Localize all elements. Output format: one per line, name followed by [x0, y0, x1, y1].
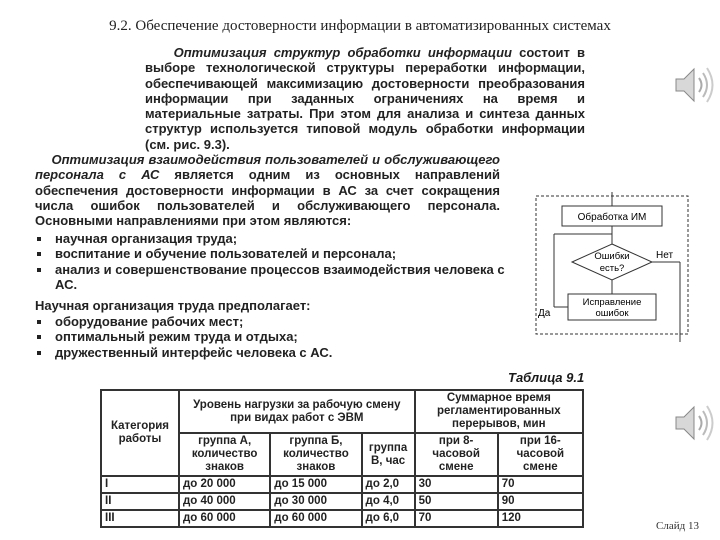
- table-caption: Таблица 9.1: [508, 370, 585, 385]
- cell-group-b: до 60 000: [270, 510, 361, 527]
- header-breaks: Суммарное время регламентированных перерывов, мин: [415, 390, 583, 433]
- list-item: оборудование рабочих мест;: [35, 314, 505, 329]
- paragraph-scientific-organization: Научная организация труда предполагает:: [35, 298, 311, 313]
- work-category-table: [100, 389, 584, 528]
- paragraph-interaction-optimization: [35, 152, 500, 228]
- cell-group-b: до 30 000: [270, 493, 361, 510]
- flowchart-diagram: [532, 192, 692, 342]
- header-group-b: группа Б, количество знаков: [270, 433, 361, 476]
- table-header-row: [101, 390, 583, 433]
- cell-16h: 70: [498, 476, 583, 493]
- list-item: научная организация труда;: [35, 231, 505, 246]
- header-group-c: группа В, час: [362, 433, 415, 476]
- header-8h: при 8-часовой смене: [415, 433, 498, 476]
- cell-category: III: [101, 510, 179, 527]
- table-row: [101, 493, 583, 510]
- header-16h: при 16-часовой смене: [498, 433, 583, 476]
- header-group-a: группа А, количество знаков: [179, 433, 270, 476]
- slide-title: 9.2. Обеспечение достоверности информации в автоматизированных системах: [109, 18, 611, 34]
- cell-8h: 70: [415, 510, 498, 527]
- cell-group-a: до 60 000: [179, 510, 270, 527]
- emphasis-term: Оптимизация структур обработки информации: [173, 45, 512, 60]
- header-category: Категория работы: [101, 390, 179, 476]
- cell-group-a: до 40 000: [179, 493, 270, 510]
- cell-group-a: до 20 000: [179, 476, 270, 493]
- cell-group-c: до 4,0: [362, 493, 415, 510]
- cell-group-c: до 2,0: [362, 476, 415, 493]
- directions-list: [35, 231, 505, 292]
- cell-category: I: [101, 476, 179, 493]
- process-label: Обработка ИМ: [577, 212, 647, 223]
- cell-group-c: до 6,0: [362, 510, 415, 527]
- decision-diamond: [572, 244, 652, 280]
- fix-label: Исправление: [582, 297, 642, 308]
- header-load: Уровень нагрузки за рабочую смену при видах работ с ЭВМ: [179, 390, 415, 433]
- slide-number: Слайд 13: [656, 520, 699, 532]
- list-item: воспитание и обучение пользователей и персонала;: [35, 246, 505, 261]
- cell-8h: 50: [415, 493, 498, 510]
- decision-label: Ошибки: [594, 251, 630, 262]
- speaker-icon[interactable]: [672, 400, 718, 446]
- list-item: анализ и совершенствование процессов взаимодействия человека с АС.: [35, 262, 505, 293]
- decision-label: есть?: [599, 263, 625, 274]
- yes-label: Да: [538, 308, 551, 319]
- paragraph-text: является одним из основных направлений обеспечения достоверности информации в АС за счет сокращения числа ошибок пользователей и обслуживающего персонала. Основными направлениями при этом являются:: [35, 167, 500, 229]
- table-row: [101, 510, 583, 527]
- emphasis-term: Оптимизация взаимодействия пользователей и обслуживающего персонала с АС: [35, 152, 500, 183]
- cell-category: II: [101, 493, 179, 510]
- list-item: оптимальный режим труда и отдыха;: [35, 329, 505, 344]
- paragraph-text: состоит в выборе технологической структуры переработки информации, обеспечивающей максимизацию достоверности преобразования информации при заданных ограничениях на время и материальные затраты. При этом для анализа и синтеза данных структур используется типовой модуль обработки информации (см. рис. 9.3).: [145, 45, 586, 152]
- cell-16h: 120: [498, 510, 583, 527]
- no-label: Нет: [656, 250, 674, 261]
- fix-label: ошибок: [595, 308, 629, 319]
- cell-8h: 30: [415, 476, 498, 493]
- organization-list: [35, 314, 505, 360]
- speaker-icon[interactable]: [672, 62, 718, 108]
- table-row: [101, 476, 583, 493]
- cell-group-b: до 15 000: [270, 476, 361, 493]
- list-item: дружественный интерфейс человека с АС.: [35, 345, 505, 360]
- paragraph-structure-optimization: [145, 45, 585, 152]
- cell-16h: 90: [498, 493, 583, 510]
